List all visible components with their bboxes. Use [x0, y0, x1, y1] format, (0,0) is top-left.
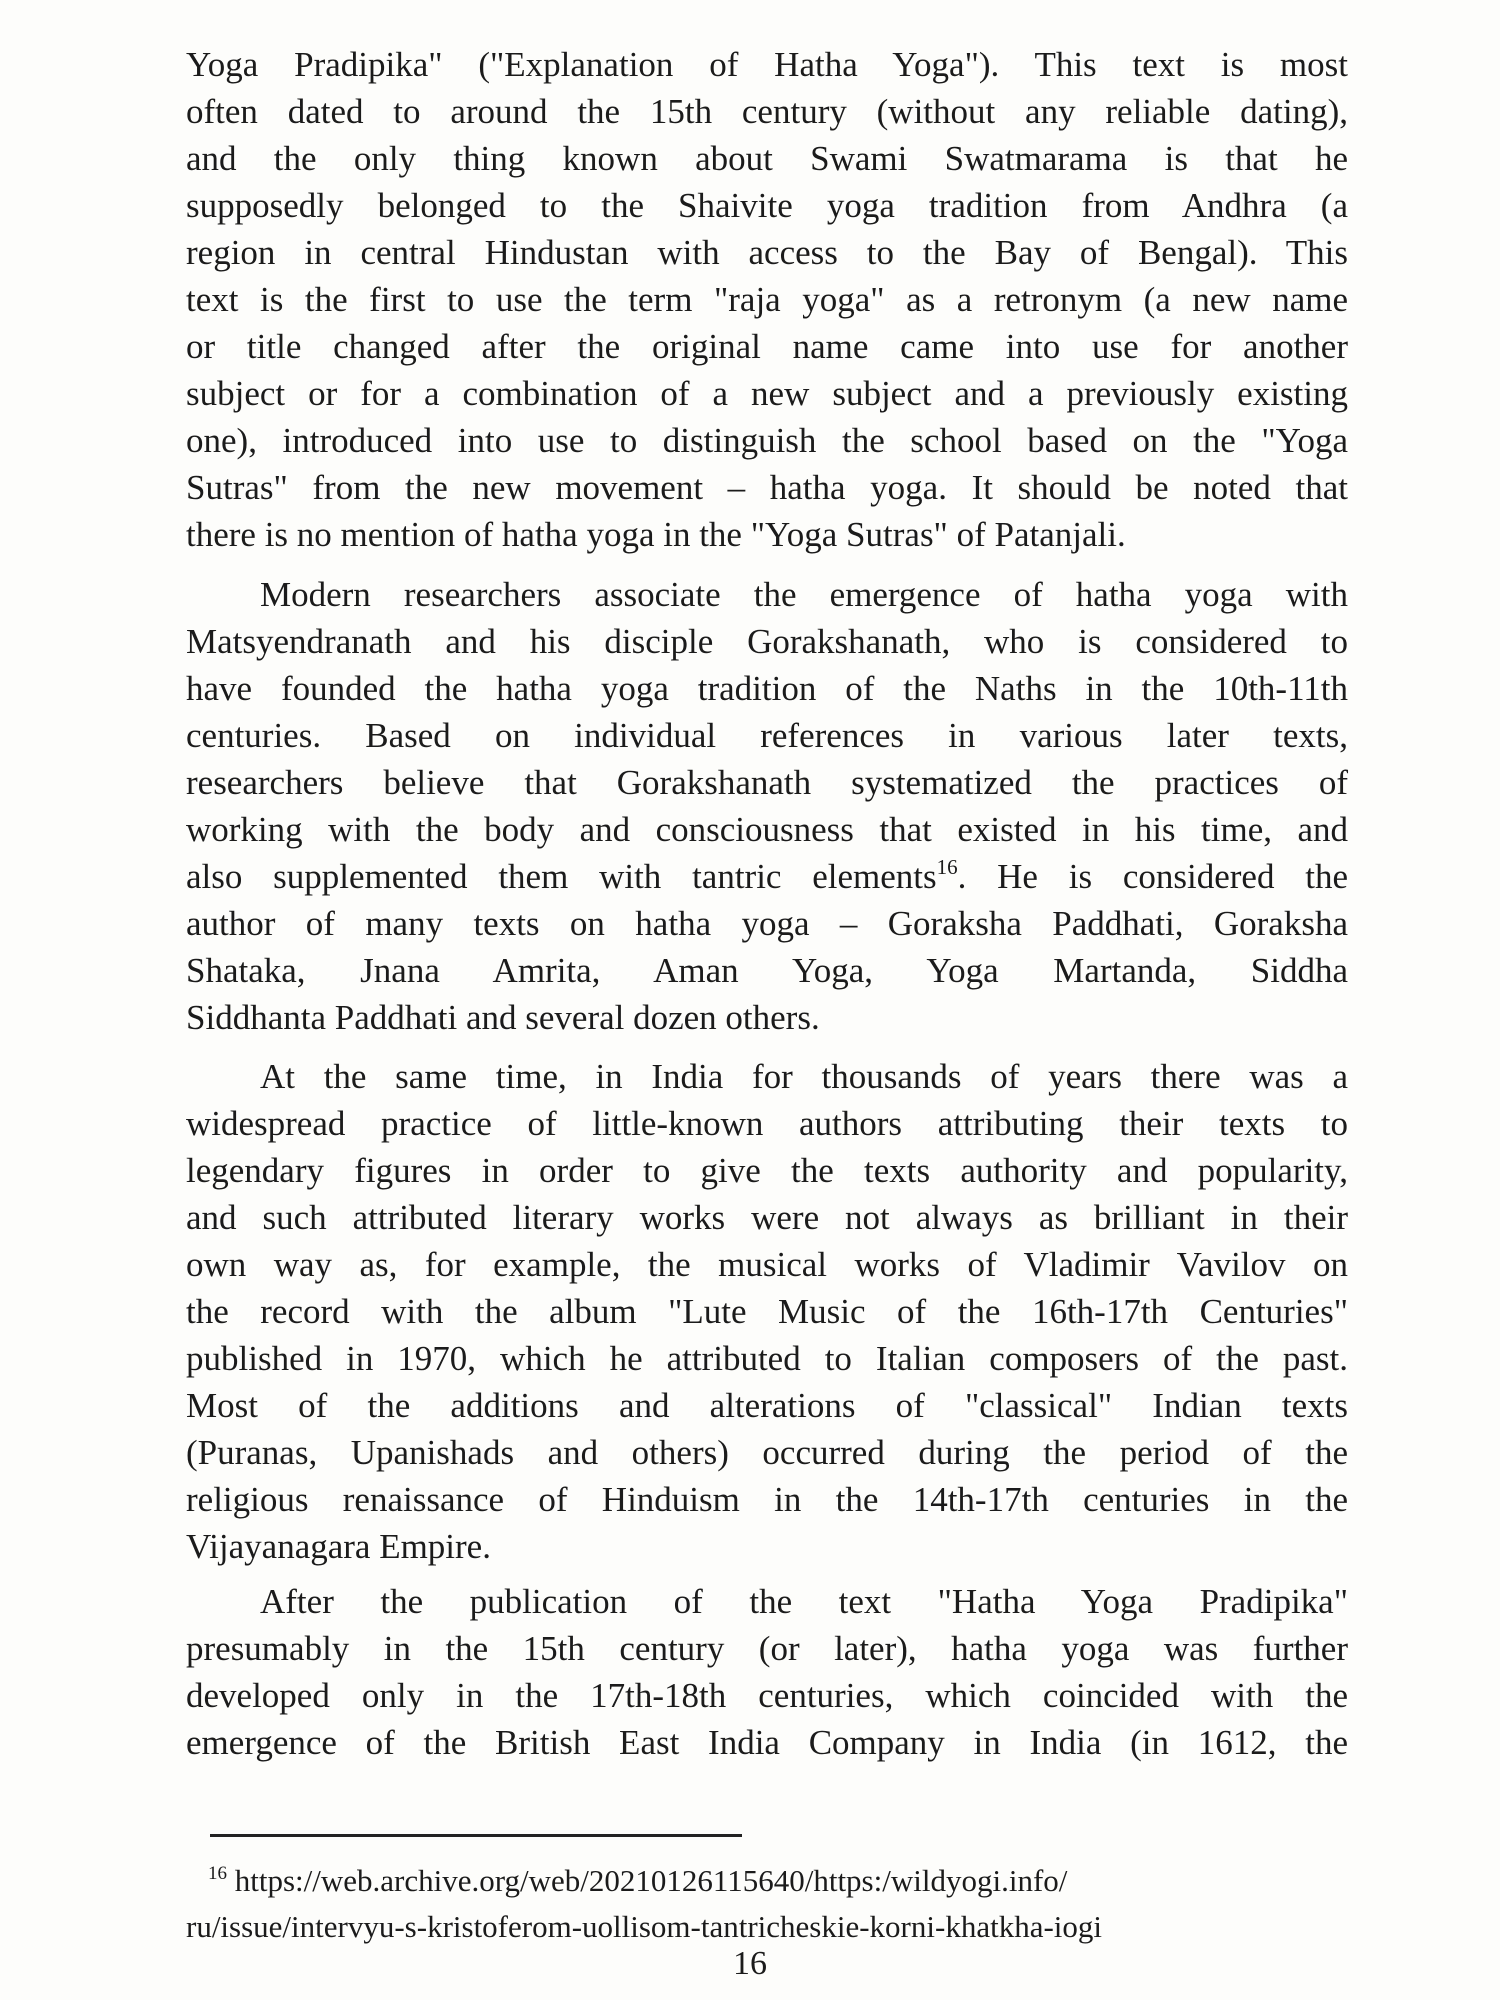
text-line: region in central Hindustan with access to the Bay of Bengal). This — [186, 233, 1348, 272]
text-line: Shataka, Jnana Amrita, Aman Yoga, Yoga Martanda, Siddha — [186, 951, 1348, 990]
footnote-divider — [210, 1834, 742, 1837]
text-line: researchers believe that Gorakshanath systematized the practices of — [186, 763, 1348, 802]
text-line: subject or for a combination of a new subject and a previously existing — [186, 374, 1348, 413]
text-line: At the same time, in India for thousands of years there was a — [260, 1057, 1348, 1096]
text-line: text is the first to use the term "raja yoga" as a retronym (a new name — [186, 280, 1348, 319]
text-line: Most of the additions and alterations of "classical" Indian texts — [186, 1386, 1348, 1425]
text-line: there is no mention of hatha yoga in the "Yoga Sutras" of Patanjali. — [186, 515, 1126, 554]
text-line: Sutras" from the new movement – hatha yoga. It should be noted that — [186, 468, 1348, 507]
text-line: presumably in the 15th century (or later), hatha yoga was further — [186, 1629, 1348, 1668]
text-line: Matsyendranath and his disciple Gorakshanath, who is considered to — [186, 622, 1348, 661]
page-number: 16 — [733, 1945, 767, 1982]
text-line: supposedly belonged to the Shaivite yoga tradition from Andhra (a — [186, 186, 1348, 225]
text-line: (Puranas, Upanishads and others) occurred during the period of the — [186, 1433, 1348, 1472]
paragraph-2 — [186, 571, 1348, 1041]
text-line: author of many texts on hatha yoga – Goraksha Paddhati, Goraksha — [186, 904, 1348, 943]
paragraph-4 — [186, 1578, 1348, 1766]
footnote — [186, 1858, 1336, 1950]
footnote-marker: 16 — [208, 1863, 227, 1884]
text-line: developed only in the 17th-18th centuries, which coincided with the — [186, 1676, 1348, 1715]
footnote-reference[interactable]: 16 — [936, 855, 958, 879]
text-line: and such attributed literary works were not always as brilliant in their — [186, 1198, 1348, 1237]
text-fragment: also supplemented them with tantric elements — [186, 857, 937, 896]
text-line: and the only thing known about Swami Swatmarama is that he — [186, 139, 1348, 178]
text-line: Modern researchers associate the emergence of hatha yoga with — [260, 575, 1348, 614]
text-line: centuries. Based on individual references in various later texts, — [186, 716, 1348, 755]
text-line: Siddhanta Paddhati and several dozen others. — [186, 998, 820, 1037]
text-line: widespread practice of little-known authors attributing their texts to — [186, 1104, 1348, 1143]
text-line: After the publication of the text "Hatha Yoga Pradipika" — [260, 1582, 1348, 1621]
text-line: the record with the album "Lute Music of the 16th-17th Centuries" — [186, 1292, 1348, 1331]
paragraph-1 — [186, 41, 1348, 558]
text-line: emergence of the British East India Company in India (in 1612, the — [186, 1723, 1348, 1762]
footnote-link-line-1[interactable]: https://web.archive.org/web/20210126115640/https:/wildyogi.info/ — [234, 1863, 1068, 1898]
text-line: Yoga Pradipika" ("Explanation of Hatha Yoga"). This text is most — [186, 45, 1348, 84]
text-line: or title changed after the original name came into use for another — [186, 327, 1348, 366]
text-fragment: . He is considered the — [957, 857, 1348, 896]
text-line: working with the body and consciousness that existed in his time, and — [186, 810, 1348, 849]
text-line: own way as, for example, the musical works of Vladimir Vavilov on — [186, 1245, 1348, 1284]
text-line: often dated to around the 15th century (without any reliable dating), — [186, 92, 1348, 131]
text-line: have founded the hatha yoga tradition of the Naths in the 10th-11th — [186, 669, 1348, 708]
text-line: one), introduced into use to distinguish the school based on the "Yoga — [186, 421, 1348, 460]
text-line: religious renaissance of Hinduism in the 14th-17th centuries in the — [186, 1480, 1348, 1519]
text-line: legendary figures in order to give the texts authority and popularity, — [186, 1151, 1348, 1190]
text-line — [186, 853, 1348, 900]
text-line: Vijayanagara Empire. — [186, 1527, 491, 1566]
text-line: published in 1970, which he attributed to Italian composers of the past. — [186, 1339, 1348, 1378]
footnote-link-line-2[interactable]: ru/issue/intervyu-s-kristoferom-uollisom-tantricheskie-korni-khatkha-iogi — [186, 1909, 1102, 1944]
paragraph-3 — [186, 1053, 1348, 1570]
